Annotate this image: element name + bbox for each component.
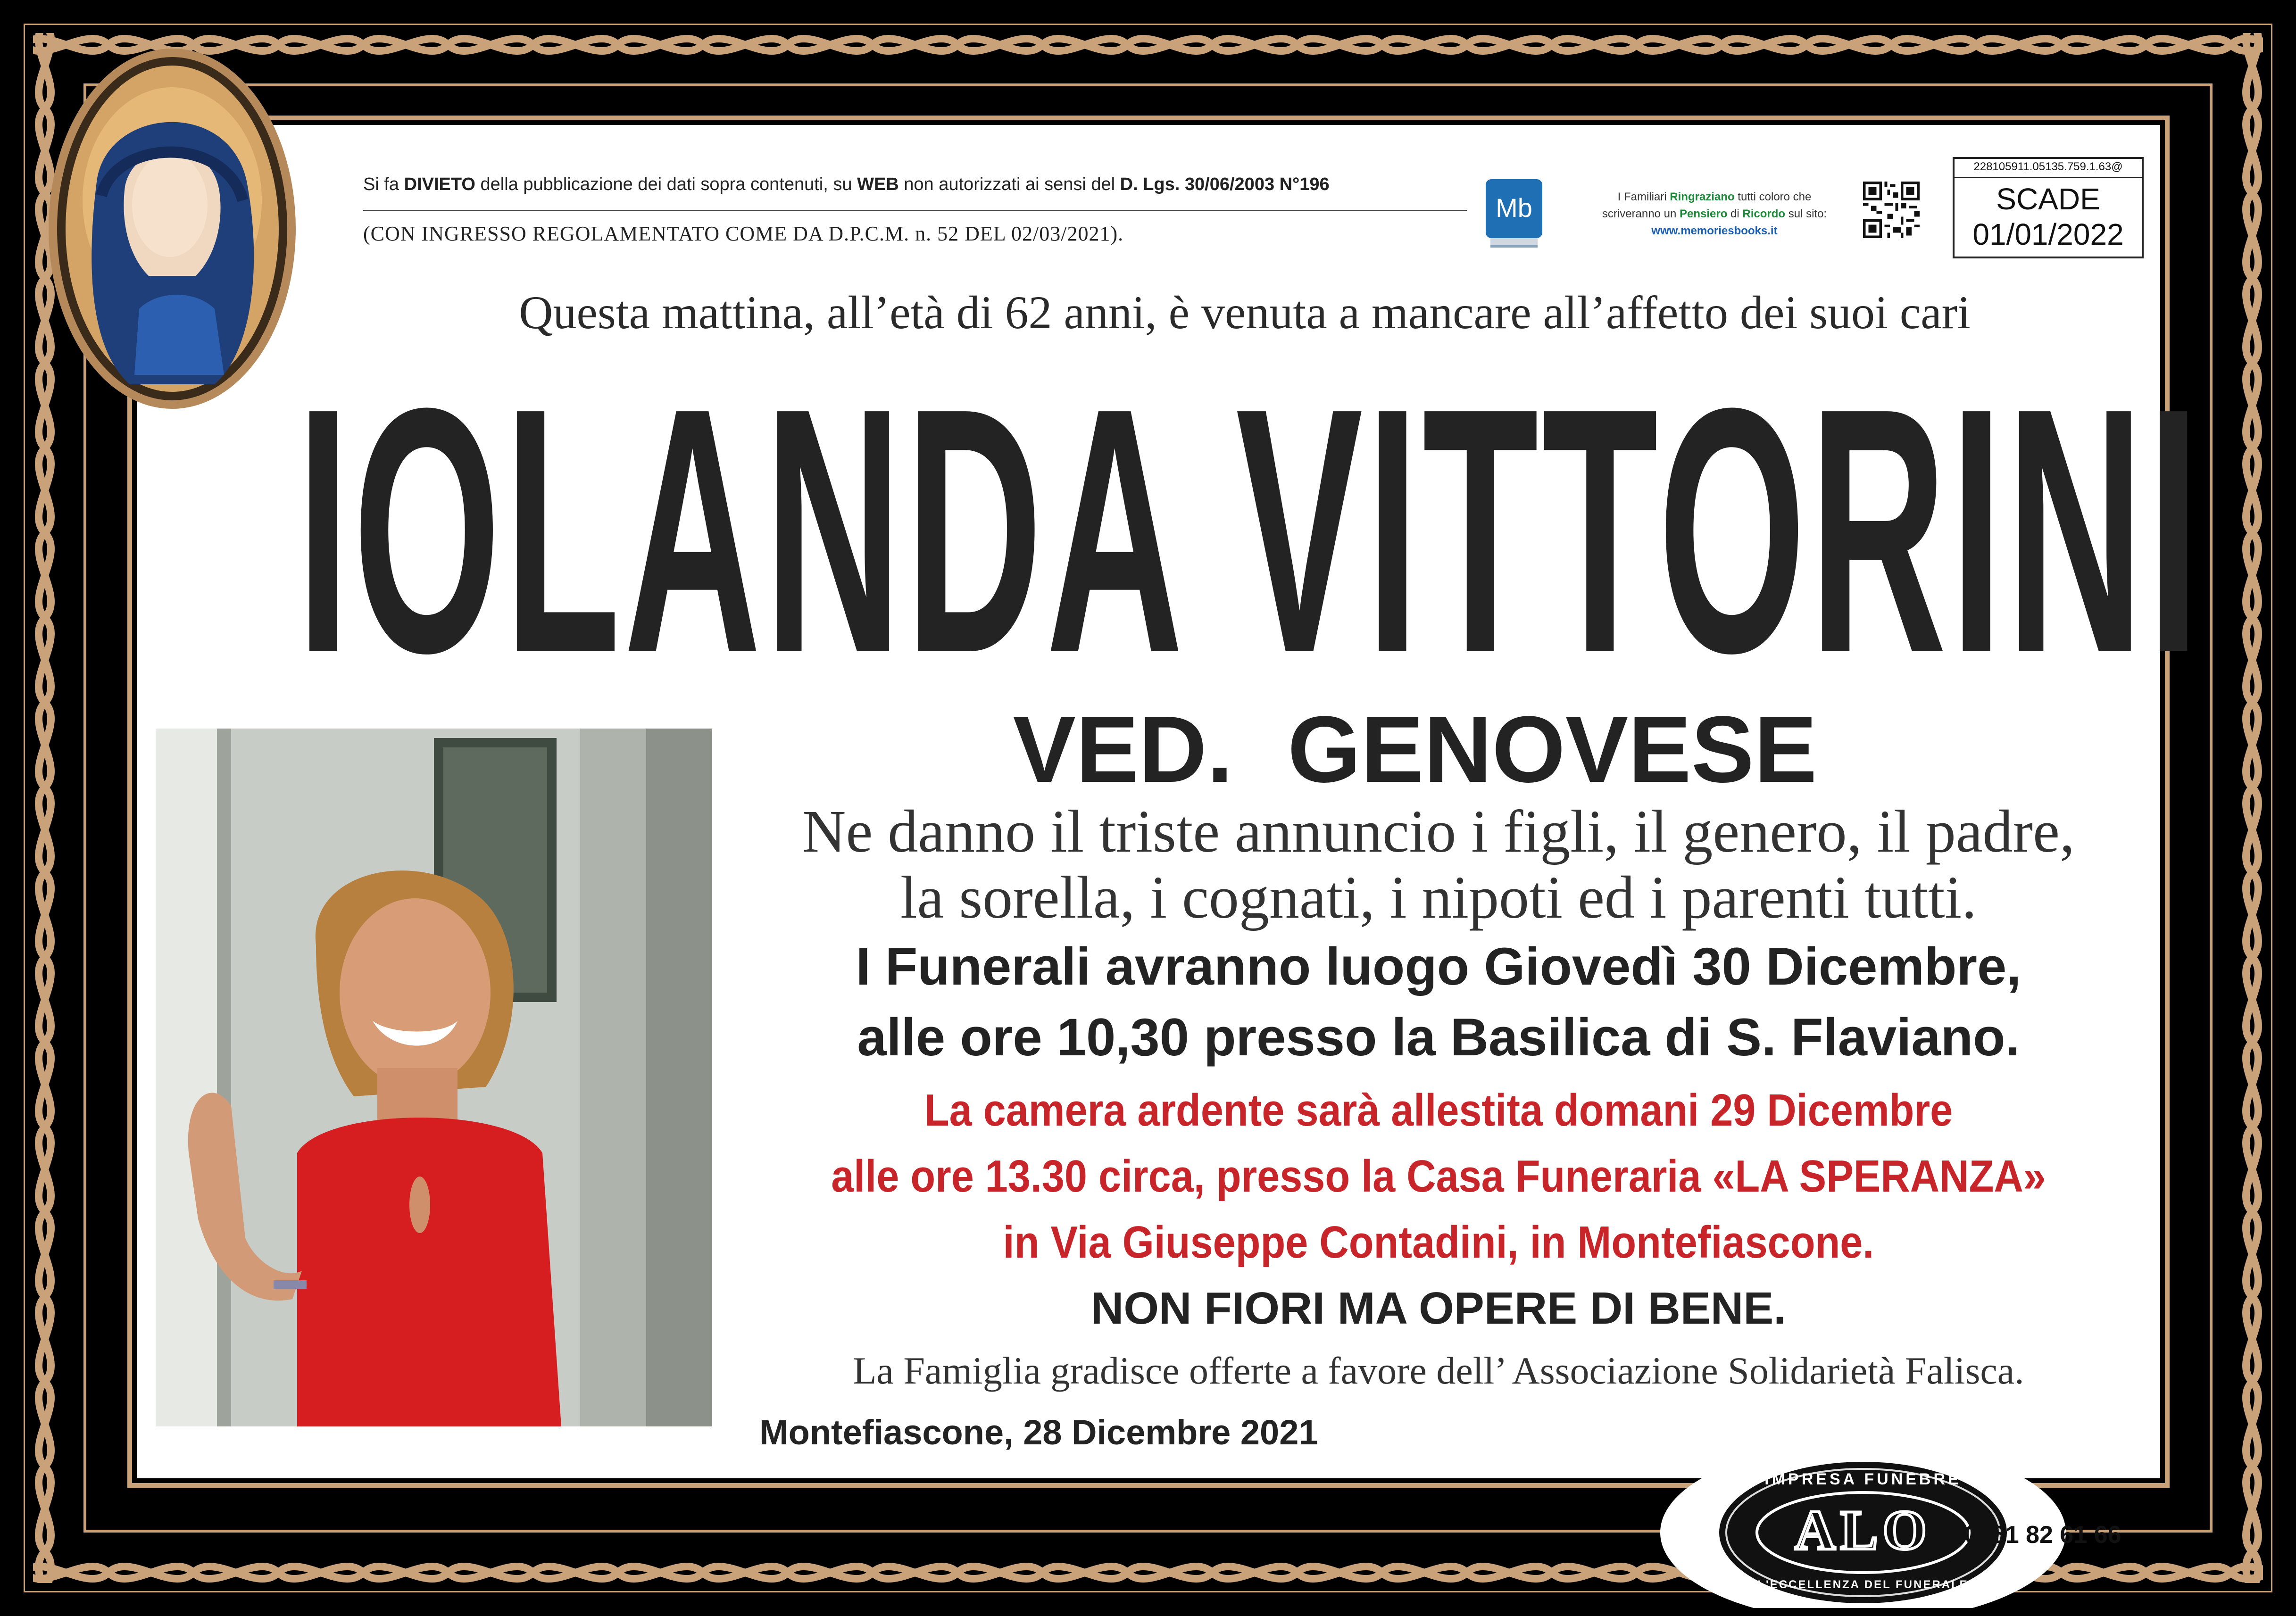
memoriesbooks-url[interactable]: www.memoriesbooks.it xyxy=(1651,224,1778,237)
place-and-date: Montefiascone, 28 Dicembre 2021 xyxy=(759,1413,1318,1452)
widow-of: VED. GENOVESE xyxy=(1013,697,1817,802)
deceased-photo xyxy=(156,729,712,1426)
svg-text:IMPRESA FUNEBRE: IMPRESA FUNEBRE xyxy=(1764,1470,1962,1488)
donation-line: La Famiglia gradisce offerte a favore dell’ Associazione Solidarietà Falisca. xyxy=(853,1349,2024,1392)
expiry-divider xyxy=(1953,177,2144,178)
intro-text: Questa mattina, all’età di 62 anni, è venuta a mancare all’affetto dei suoi cari xyxy=(519,286,1971,339)
memoriesbooks-logo-icon xyxy=(1486,179,1542,250)
family-line-1: Ne danno il triste annuncio i figli, il genero, il padre, xyxy=(802,798,2075,865)
privacy-notice: Si fa DIVIETO della pubblicazione dei dati sopra contenuti, su WEB non autorizzati ai sensi del D. Lgs. 30/06/2003 N°196 xyxy=(363,174,1330,194)
chapel-line-3: in Via Giuseppe Contadini, in Montefiascone. xyxy=(1003,1217,1874,1268)
notice-divider xyxy=(363,210,1467,211)
chapel-line-1: La camera ardente sarà allestita domani 29 Dicembre xyxy=(924,1085,1953,1135)
covid-regulation-notice: (CON INGRESSO REGOLAMENTATO COME DA D.P.C.M. n. 52 DEL 02/03/2021). xyxy=(363,222,1124,245)
no-flowers-line: NON FIORI MA OPERE DI BENE. xyxy=(1091,1283,1786,1334)
funeral-home-phone: 0761 82 61 66 xyxy=(1964,1521,2121,1549)
funeral-line-2: alle ore 10,30 presso la Basilica di S. Flaviano. xyxy=(857,1008,2020,1067)
qr-code-icon[interactable] xyxy=(1863,182,1920,238)
family-line-2: la sorella, i cognati, i nipoti ed i parenti tutti. xyxy=(900,864,1977,931)
expiry-date: 01/01/2022 xyxy=(1972,217,2124,251)
svg-text:L'ECCELLENZA DEL FUNERALE: L'ECCELLENZA DEL FUNERALE xyxy=(1757,1578,1969,1591)
funeral-line-1: I Funerali avranno luogo Giovedì 30 Dicembre, xyxy=(856,937,2021,996)
svg-text:Mb: Mb xyxy=(1496,193,1532,223)
memoriesbooks-message: I Familiari Ringraziano tutti coloro che scriveranno un Pensiero di Ricordo sul sito: www.memoriesbooks.it xyxy=(1554,189,1875,240)
expiry-code: 228105911.05135.759.1.63@ xyxy=(1973,160,2123,173)
expiry-label: SCADE xyxy=(1996,182,2100,216)
madonna-medallion-image xyxy=(45,45,299,413)
svg-text:ALO: ALO xyxy=(1794,1499,1932,1561)
deceased-name: IOLANDA VITTORINI xyxy=(296,335,2204,725)
chapel-line-2: alle ore 13.30 circa, presso la Casa Funeraria «LA SPERANZA» xyxy=(831,1151,2046,1202)
